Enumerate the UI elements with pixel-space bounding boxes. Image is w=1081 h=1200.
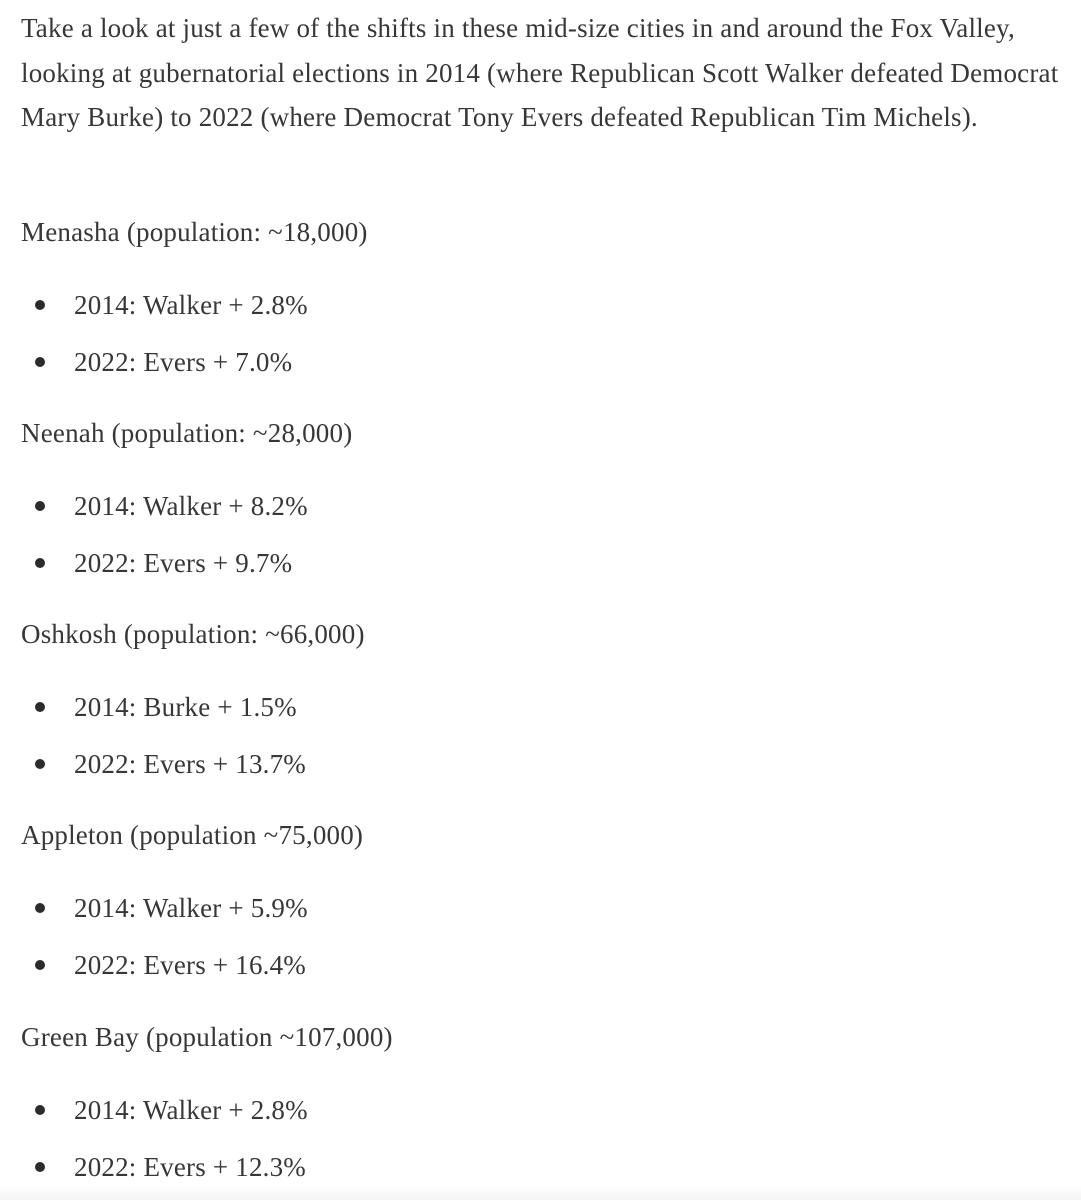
result-item [21,886,308,930]
city-section [21,411,1071,578]
city-heading: Appleton (population ~75,000) [21,820,364,850]
city-heading: Green Bay (population ~107,000) [21,1022,393,1052]
intro-paragraph: Take a look at just a few of the shifts in these mid-size cities in and around the Fox Valley, looking at gubernatorial elections in 2014 (where Republican Scott Walker defeated Democrat Mary Burke) to 2022 (where Democrat Tony Evers defeated Republican Tim Michels). [21,13,1059,132]
result-text: 2014: Walker + 5.9% [74,893,308,923]
bullet-icon [35,357,45,367]
bottom-edge [0,1186,1081,1200]
city-heading: Oshkosh (population: ~66,000) [21,619,365,649]
result-text: 2014: Walker + 2.8% [74,1095,308,1125]
city-section [21,1015,1071,1182]
bullet-icon [35,558,45,568]
city-heading: Menasha (population: ~18,000) [21,217,368,247]
result-item [21,541,292,585]
result-text: 2022: Evers + 7.0% [74,347,293,377]
result-text: 2022: Evers + 13.7% [74,749,306,779]
bullet-icon [35,759,45,769]
bullet-icon [35,1105,45,1115]
city-heading: Neenah (population: ~28,000) [21,418,353,448]
result-item [21,340,292,384]
bullet-icon [35,702,45,712]
bullet-icon [35,903,45,913]
city-section [21,612,1071,779]
bullet-icon [35,960,45,970]
result-text: 2022: Evers + 12.3% [74,1152,306,1182]
result-item [21,943,306,987]
result-item [21,283,308,327]
city-section [21,813,1071,980]
bullet-icon [35,300,45,310]
result-item [21,1145,306,1189]
result-text: 2014: Burke + 1.5% [74,692,297,722]
bullet-icon [35,1162,45,1172]
result-item [21,685,297,729]
city-section [21,210,1071,377]
result-text: 2014: Walker + 8.2% [74,491,308,521]
result-text: 2014: Walker + 2.8% [74,290,308,320]
result-item [21,1088,308,1132]
result-item [21,742,306,786]
result-text: 2022: Evers + 16.4% [74,950,306,980]
article-body [21,0,1071,1182]
result-text: 2022: Evers + 9.7% [74,548,293,578]
bullet-icon [35,501,45,511]
result-item [21,484,308,528]
